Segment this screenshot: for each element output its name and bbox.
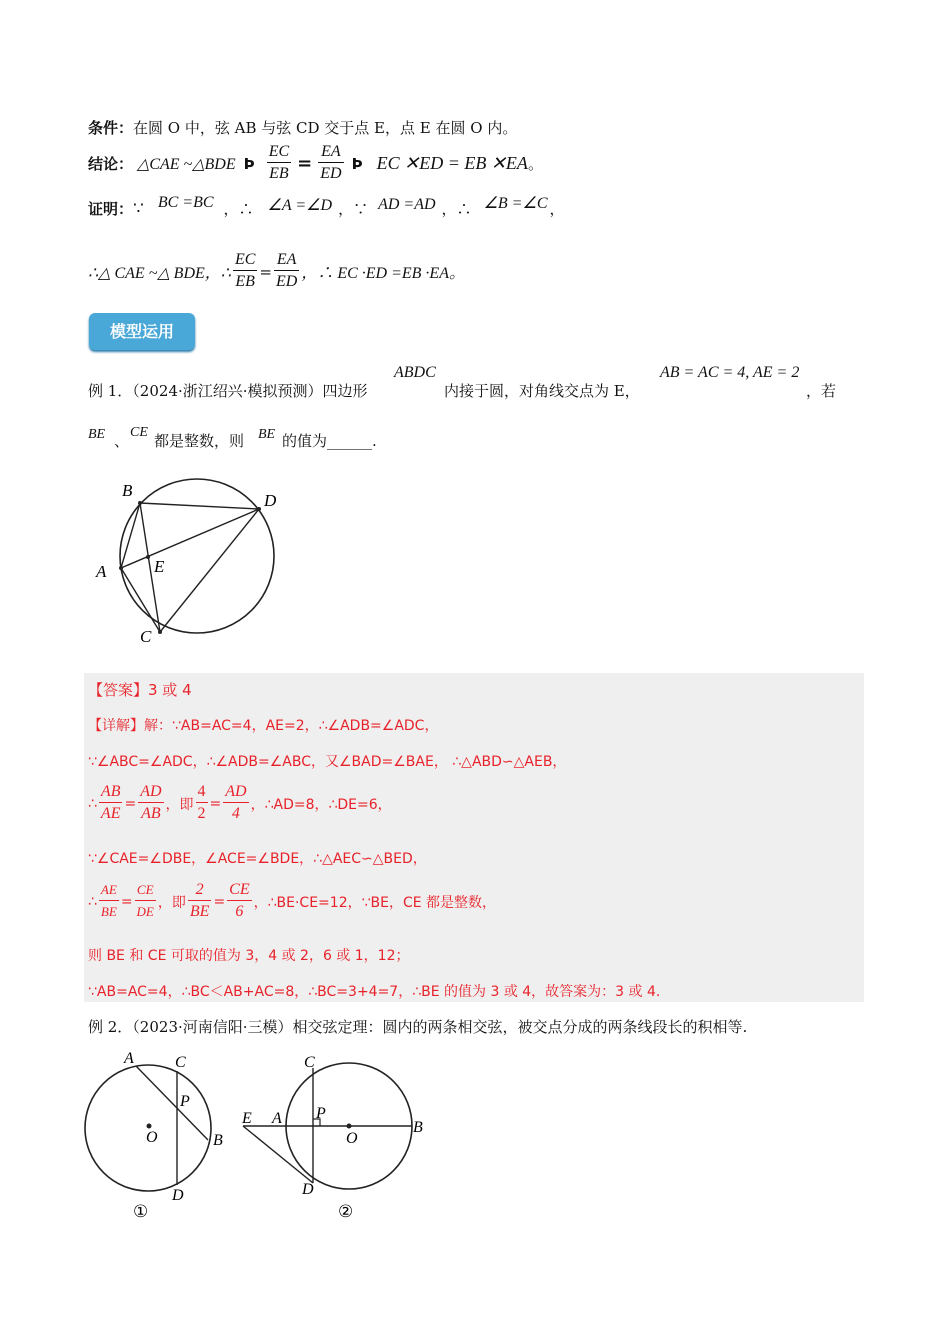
figure-2-right-label-o: O — [346, 1130, 358, 1147]
example1-ce: CE — [130, 425, 148, 440]
proof-angle-a-d: ∠A =∠D — [267, 196, 333, 214]
answer-equals-4: = — [213, 893, 226, 910]
answer-fraction-2-be: $\frac{2}{BE}$ — [189, 881, 210, 920]
example1-prefix: 例 1．（2024·浙江绍兴·模拟预测）四边形 — [88, 382, 368, 400]
figure-2-left-label-p: P — [180, 1093, 190, 1110]
proof-comma: ， — [549, 200, 565, 218]
answer-line-4 — [88, 782, 392, 825]
figure-2-caption-2: ② — [338, 1202, 354, 1221]
answer-line-7: 则 BE 和 CE 可取的值为 3，4 或 2，6 或 1，12； — [88, 948, 410, 964]
proof-fraction-2: $\frac{EA}{ED}$ — [275, 251, 298, 290]
conclusion-end: 。 — [527, 155, 543, 173]
figure-2-intersecting-chords — [80, 1046, 440, 1226]
proof-product: ，∴ EC ·ED =EB ·EA。 — [301, 265, 465, 282]
example1-quad: ABDC — [394, 364, 436, 381]
conclusion-arrow-2: Þ — [351, 154, 363, 173]
proof-fraction-1: $\frac{EC}{EB}$ — [234, 251, 256, 290]
proof-label: 证明： — [88, 200, 134, 218]
answer-fraction-ab-ae: $\frac{AB}{AE}$ — [100, 783, 121, 822]
figure-1-label-c: C — [140, 627, 152, 646]
figure-2-right-label-c: C — [304, 1054, 315, 1071]
figure-2-right-label-a: A — [272, 1110, 282, 1127]
condition-line — [88, 117, 517, 138]
answer-fraction-ae-be: $\frac{AE}{BE}$ — [100, 882, 117, 919]
figure-2-right-label-d: D — [302, 1181, 314, 1198]
answer-be-ce: ，∴BE·CE=12，∵BE，CE 都是整数， — [253, 894, 497, 911]
figure-2-right-label-p: P — [316, 1105, 326, 1122]
answer-fraction-ad-4: $\frac{AD}{4}$ — [225, 783, 247, 822]
figure-2-left-label-o: O — [146, 1129, 158, 1146]
answer-equals-3: = — [120, 893, 133, 910]
proof-arc-ad: AD =AD — [378, 195, 436, 213]
example2-text: 例 2．（2023·河南信阳·三模）相交弦定理：圆内的两条相交弦，被交点分成的两条线段长的积相等. — [88, 1018, 748, 1036]
example1-sep: 、 — [114, 432, 130, 450]
figure-1-label-d: D — [264, 491, 277, 510]
figure-2-right-label-b: B — [413, 1119, 423, 1136]
example1-end: ，若 — [806, 382, 837, 400]
proof-angle-b-c: ∠B =∠C — [483, 194, 548, 212]
answer-fraction-4-2: $\frac{4}{2}$ — [197, 783, 206, 822]
figure-2-left-label-a: A — [124, 1050, 134, 1067]
answer-line-6 — [88, 880, 496, 923]
figure-1-label-e: E — [154, 557, 165, 576]
conclusion-arrow-1: Þ — [243, 154, 255, 173]
example1-mid-2: 都是整数，则 — [154, 432, 245, 450]
conclusion-product: EC ✕ED = EB ✕EA — [376, 153, 528, 173]
figure-2-caption-1: ① — [133, 1202, 149, 1221]
answer-ie-1: ，即 — [165, 796, 194, 813]
conclusion-label: 结论： — [88, 155, 134, 173]
answer-therefore-1: ∴ — [88, 795, 97, 812]
example1-be: BE — [88, 427, 106, 442]
conclusion-line — [88, 142, 543, 185]
answer-line-2: 【详解】解：∵AB=AC=4，AE=2，∴∠ADB=∠ADC， — [88, 718, 439, 734]
answer-equals-1: = — [124, 795, 137, 812]
figure-2-left-label-d: D — [172, 1187, 184, 1204]
proof-similar: ∴△ CAE ~△ BDE，∴ — [88, 265, 231, 282]
figure-2-left-label-b: B — [213, 1132, 223, 1149]
condition-label: 条件： — [88, 119, 134, 137]
answer-line-3: ∵∠ABC=∠ADC，∴∠ADB=∠ABC，又∠BAD=∠BAE， ∴△ABD∽△AEB， — [88, 754, 567, 770]
figure-1-circle-diagram — [88, 472, 298, 652]
answer-equals-2: = — [209, 795, 222, 812]
proof-equals: = — [259, 262, 272, 281]
conclusion-equals: = — [297, 153, 313, 174]
example1-given: AB = AC = 4, AE = 2 — [660, 364, 800, 381]
conclusion-similar: △CAE ~△BDE — [137, 155, 236, 173]
answer-fraction-ad-ab: $\frac{AD}{AB}$ — [140, 783, 162, 822]
conclusion-fraction-1: $\frac{EC}{EB}$ — [268, 143, 290, 182]
answer-line-8: ∵AB=AC=4，∴BC＜AB+AC=8，∴BC=3+4=7，∴BE 的值为 3 或 4，故答案为：3 或 4. — [88, 984, 661, 1000]
proof-line-2 — [88, 250, 465, 293]
proof-arc-bc: BC =BC — [157, 193, 214, 211]
proof-since-1: ∵ — [133, 198, 144, 219]
example1-blank: 的值为______. — [282, 432, 377, 450]
proof-therefore-1: ，∴ — [223, 200, 254, 218]
answer-ie-2: ，即 — [157, 894, 186, 911]
proof-line-1 — [88, 193, 565, 219]
condition-text: 在圆 O 中，弦 AB 与弦 CD 交于点 E，点 E 在圆 O 内。 — [133, 119, 518, 137]
answer-fraction-ce-6: $\frac{CE}{6}$ — [229, 881, 250, 920]
figure-2-right-label-e: E — [242, 1110, 252, 1127]
conclusion-fraction-2: $\frac{EA}{ED}$ — [320, 143, 342, 182]
proof-since-2: ，∵ — [338, 200, 369, 218]
answer-line-5: ∵∠CAE=∠DBE，∠ACE=∠BDE，∴△AEC∽△BED， — [88, 851, 427, 867]
example1-line-2 — [88, 424, 488, 454]
figure-2-left-label-c: C — [175, 1054, 186, 1071]
model-application-badge: 模型运用 — [89, 313, 195, 350]
answer-fraction-ce-de: $\frac{CE}{DE}$ — [136, 882, 154, 919]
example1-mid: 内接于圆，对角线交点为 E， — [444, 382, 640, 400]
answer-ad-de: ，∴AD=8，∴DE=6， — [250, 796, 392, 813]
figure-1-label-b: B — [122, 481, 133, 500]
answer-line-1: 【答案】3 或 4 — [88, 681, 192, 699]
figure-1-label-a: A — [96, 562, 107, 581]
example1-line-1 — [88, 364, 868, 404]
example1-be-2: BE — [258, 427, 276, 442]
answer-therefore-2: ∴ — [88, 893, 97, 910]
proof-therefore-2: ，∴ — [441, 200, 472, 218]
